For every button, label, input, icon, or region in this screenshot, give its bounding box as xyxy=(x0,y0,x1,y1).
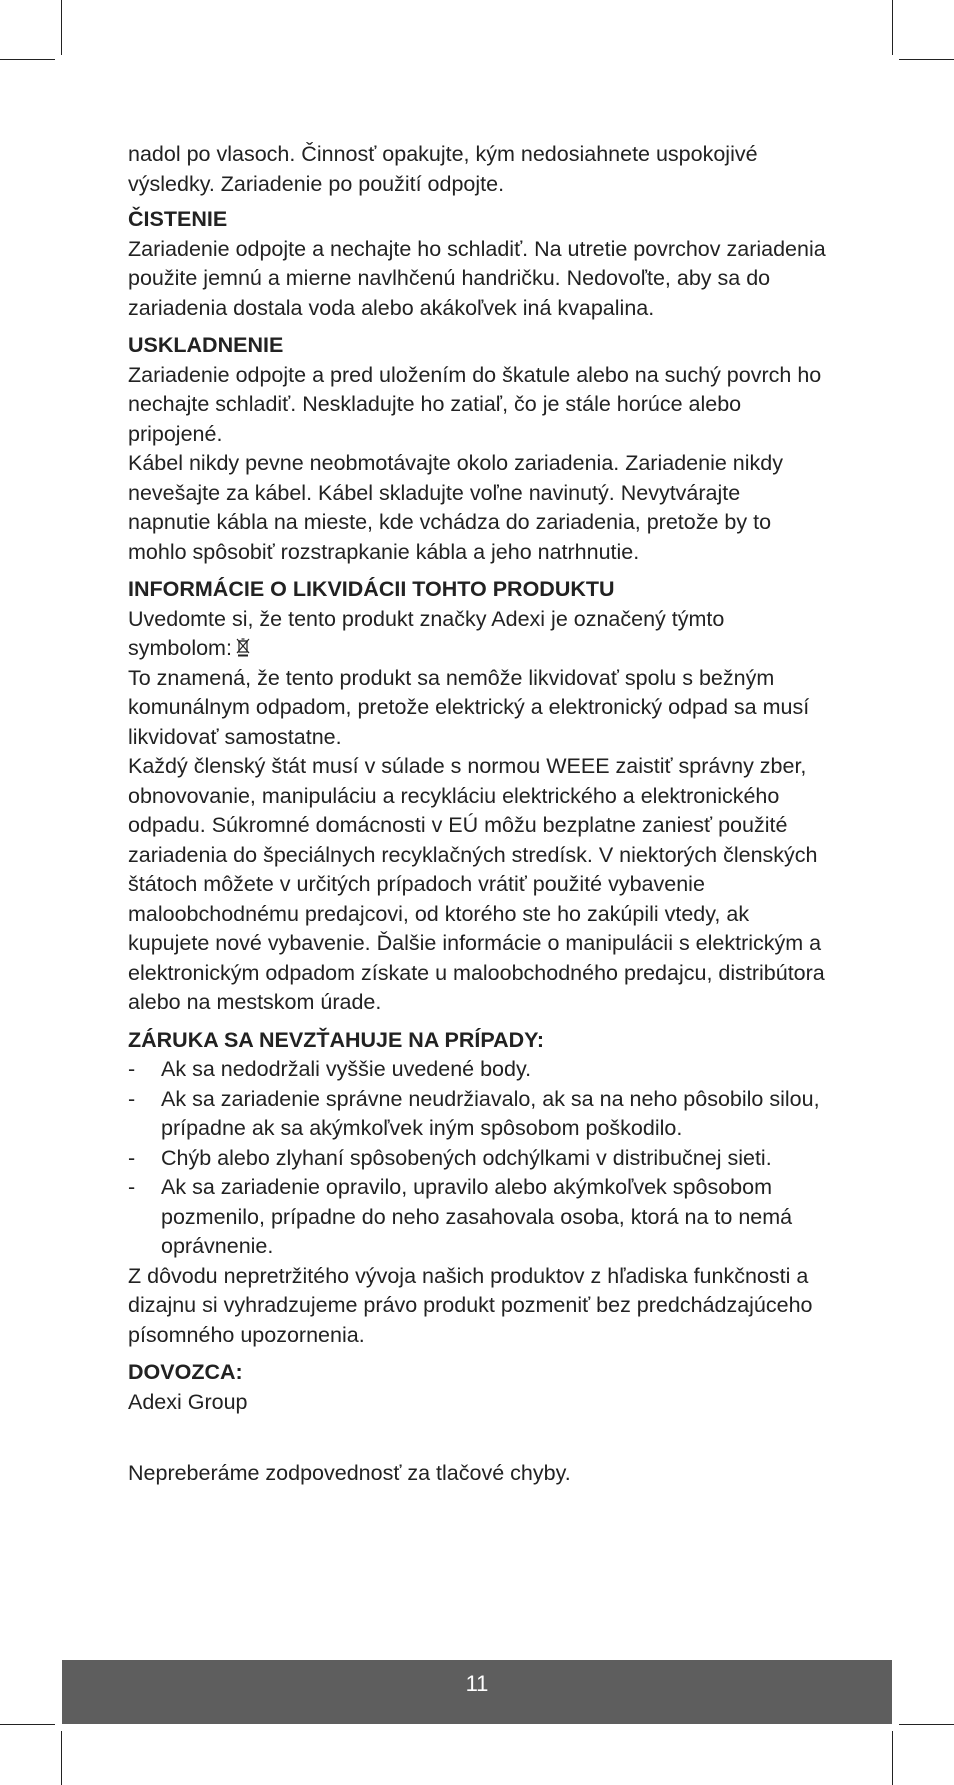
crop-mark xyxy=(0,1724,55,1725)
storage-heading: USKLADNENIE xyxy=(128,333,284,357)
crop-mark xyxy=(899,59,954,60)
cleaning-heading: ČISTENIE xyxy=(128,207,228,231)
cleaning-paragraph: Zariadenie odpojte a nechajte ho schladiť. Na utretie povrchov zariadenia použite jemnú a mierne navlhčenú handričku. Nedovoľte, aby sa do zariadenia dostala voda alebo akákoľvek iná kvapalina. xyxy=(128,236,826,320)
disclaimer: Nepreberáme zodpovednosť za tlačové chyby. xyxy=(128,1461,571,1485)
intro-paragraph: nadol po vlasoch. Činnosť opakujte, kým nedosiahnete uspokojivé výsledky. Zariadenie po použití odpojte. xyxy=(128,142,758,196)
disposal-paragraph: To znamená, že tento produkt sa nemôže likvidovať spolu s bežným komunálnym odpadom, pretože elektrický a elektronický odpad sa musí likvidovať samostatne. xyxy=(128,665,810,749)
importer-name: Adexi Group xyxy=(128,1389,248,1414)
list-dash: - xyxy=(128,1175,136,1199)
list-item-text: Ak sa zariadenie správne neudržiavalo, ak sa na neho pôsobilo silou, prípadne ak sa akýmkoľvek iným spôsobom poškodilo. xyxy=(161,1086,820,1140)
list-dash: - xyxy=(128,1145,136,1170)
disposal-symbol-paragraph xyxy=(128,605,828,664)
list-item xyxy=(128,1173,828,1262)
disposal-heading: INFORMÁCIE O LIKVIDÁCII TOHTO PRODUKTU xyxy=(128,577,615,601)
weee-paragraph: Každý členský štát musí v súlade s normou WEEE zaistiť správny zber, obnovovanie, manipuláciu a recykláciu elektrického a elektronického odpadu. Súkromné domácnosti v EÚ môžu bezplatne zaniesť použité zariadenia do špeciálnych recyklačných stredísk. V niektorých členských štátoch môžete v určitých prípadoch vrátiť použité vybavenie maloobchodnému predajcovi, od ktorého ste ho zakúpili vtedy, ak kupujete nové vybavenie. Ďalšie informácie o manipulácii s elektrickým a elektronickým odpadom získate u maloobchodného predajcu, distribútora alebo na mestskom úrade. xyxy=(128,754,825,1014)
warranty-list xyxy=(128,1055,828,1262)
crop-mark xyxy=(892,0,893,55)
list-item-text: Ak sa nedodržali vyššie uvedené body. xyxy=(161,1057,532,1081)
storage-paragraph: Zariadenie odpojte a pred uložením do škatule alebo na suchý povrch ho nechajte schladiť. Neskladujte ho zatiaľ, čo je stále horúce alebo pripojené. xyxy=(128,362,822,446)
crop-mark xyxy=(899,1724,954,1725)
list-item xyxy=(128,1055,828,1085)
weee-crossed-bin-icon xyxy=(236,636,250,656)
footer-bar xyxy=(62,1660,892,1724)
spacer xyxy=(128,1417,828,1459)
crop-mark xyxy=(0,59,55,60)
list-item-text: Chýb alebo zlyhaní spôsobených odchýlkami v distribučnej sieti. xyxy=(161,1145,772,1170)
cable-paragraph: Kábel nikdy pevne neobmotávajte okolo zariadenia. Zariadenie nikdy nevešajte za kábel. Kábel skladujte voľne navinutý. Nevytvárajte napnutie kábla na mieste, kde vchádza do zariadenia, pretože by to mohlo spôsobiť rozstrapkanie kábla a jeho natrhnutie. xyxy=(128,451,783,564)
crop-mark xyxy=(61,1731,62,1785)
list-dash: - xyxy=(128,1057,136,1081)
disposal-symbol-text: Uvedomte si, že tento produkt značky Adexi je označený týmto symbolom: xyxy=(128,606,725,660)
crop-mark xyxy=(892,1731,893,1785)
list-item xyxy=(128,1085,828,1144)
list-item xyxy=(128,1144,828,1174)
warranty-note: Z dôvodu nepretržitého vývoja našich produktov z hľadiska funkčnosti a dizajnu si vyhradzujeme právo produkt pozmeniť bez predchádzajúceho písomného upozornenia. xyxy=(128,1263,813,1347)
list-item-text: Ak sa zariadenie opravilo, upravilo alebo akýmkoľvek spôsobom pozmenilo, prípadne do neho zasahovala osoba, ktorá na to nemá oprávnenie. xyxy=(161,1175,793,1258)
page-number: 11 xyxy=(465,1671,489,1696)
list-dash: - xyxy=(128,1086,136,1111)
crop-mark xyxy=(61,0,62,55)
document-body xyxy=(128,140,828,1489)
warranty-heading: ZÁRUKA SA NEVZŤAHUJE NA PRÍPADY: xyxy=(128,1027,545,1052)
importer-heading: DOVOZCA: xyxy=(128,1360,243,1384)
